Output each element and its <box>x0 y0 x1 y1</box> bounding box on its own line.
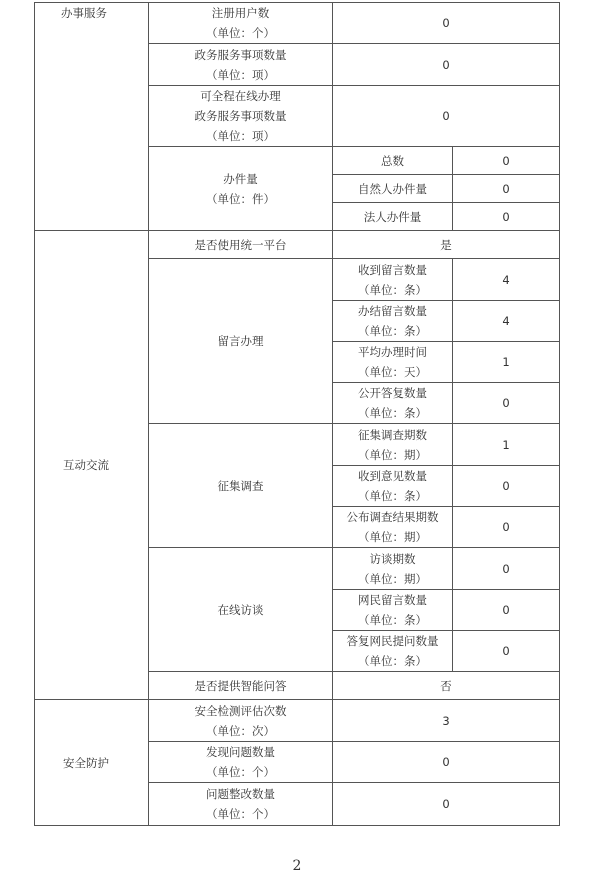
issues-found-value: 0 <box>333 742 560 783</box>
messages-label: 留言办理 <box>149 259 333 424</box>
msg-public-replies-value: 0 <box>453 383 560 424</box>
smart-qa-label: 是否提供智能问答 <box>149 672 333 700</box>
msg-public-replies-label: 公开答复数量 （单位：条） <box>333 383 453 424</box>
msg-avg-time-label: 平均办理时间 （单位：天） <box>333 342 453 383</box>
services-count-label: 政务服务事项数量 （单位：项） <box>149 44 333 86</box>
survey-results-label: 公布调查结果期数 （单位：期） <box>333 507 453 548</box>
survey-opinions-label: 收到意见数量 （单位：条） <box>333 466 453 507</box>
survey-label: 征集调查 <box>149 424 333 548</box>
interview-periods-label: 访谈期数 （单位：期） <box>333 548 453 590</box>
smart-qa-value: 否 <box>333 672 560 700</box>
unified-platform-value: 是 <box>333 231 560 259</box>
unified-platform-label: 是否使用统一平台 <box>149 231 333 259</box>
section-security-title: 安全防护 <box>35 700 149 826</box>
issues-found-label: 发现问题数量 （单位：个） <box>149 742 333 783</box>
interview-msgs-value: 0 <box>453 590 560 631</box>
interview-answers-label: 答复网民提问数量 （单位：条） <box>333 631 453 672</box>
handling-total-value: 0 <box>453 147 560 175</box>
handling-label: 办件量 （单位：件） <box>149 147 333 231</box>
online-services-value: 0 <box>333 86 560 147</box>
interview-msgs-label: 网民留言数量 （单位：条） <box>333 590 453 631</box>
survey-periods-label: 征集调查期数 （单位：期） <box>333 424 453 466</box>
survey-results-value: 0 <box>453 507 560 548</box>
online-services-label: 可全程在线办理 政务服务事项数量 （单位：项） <box>149 86 333 147</box>
issues-fixed-label: 问题整改数量 （单位：个） <box>149 783 333 826</box>
table-row <box>35 700 560 742</box>
evaluations-value: 3 <box>333 700 560 742</box>
survey-periods-value: 1 <box>453 424 560 466</box>
handling-total-label: 总数 <box>333 147 453 175</box>
section-office-title: 办事服务 <box>35 3 149 231</box>
registered-users-value: 0 <box>333 3 560 44</box>
page-number: 2 <box>292 858 302 874</box>
issues-fixed-value: 0 <box>333 783 560 826</box>
handling-natural-value: 0 <box>453 175 560 203</box>
msg-received-label: 收到留言数量 （单位：条） <box>333 259 453 301</box>
registered-users-label: 注册用户数 （单位：个） <box>149 3 333 44</box>
interview-answers-value: 0 <box>453 631 560 672</box>
survey-opinions-value: 0 <box>453 466 560 507</box>
interview-periods-value: 0 <box>453 548 560 590</box>
msg-concluded-label: 办结留言数量 （单位：条） <box>333 301 453 342</box>
interview-label: 在线访谈 <box>149 548 333 672</box>
services-count-value: 0 <box>333 44 560 86</box>
msg-received-value: 4 <box>453 259 560 301</box>
table-row <box>35 3 560 44</box>
msg-avg-time-value: 1 <box>453 342 560 383</box>
table-row <box>35 231 560 259</box>
report-table <box>34 2 560 826</box>
handling-legal-value: 0 <box>453 203 560 231</box>
handling-natural-label: 自然人办件量 <box>333 175 453 203</box>
handling-legal-label: 法人办件量 <box>333 203 453 231</box>
msg-concluded-value: 4 <box>453 301 560 342</box>
section-interaction-title: 互动交流 <box>35 231 149 700</box>
evaluations-label: 安全检测评估次数 （单位：次） <box>149 700 333 742</box>
